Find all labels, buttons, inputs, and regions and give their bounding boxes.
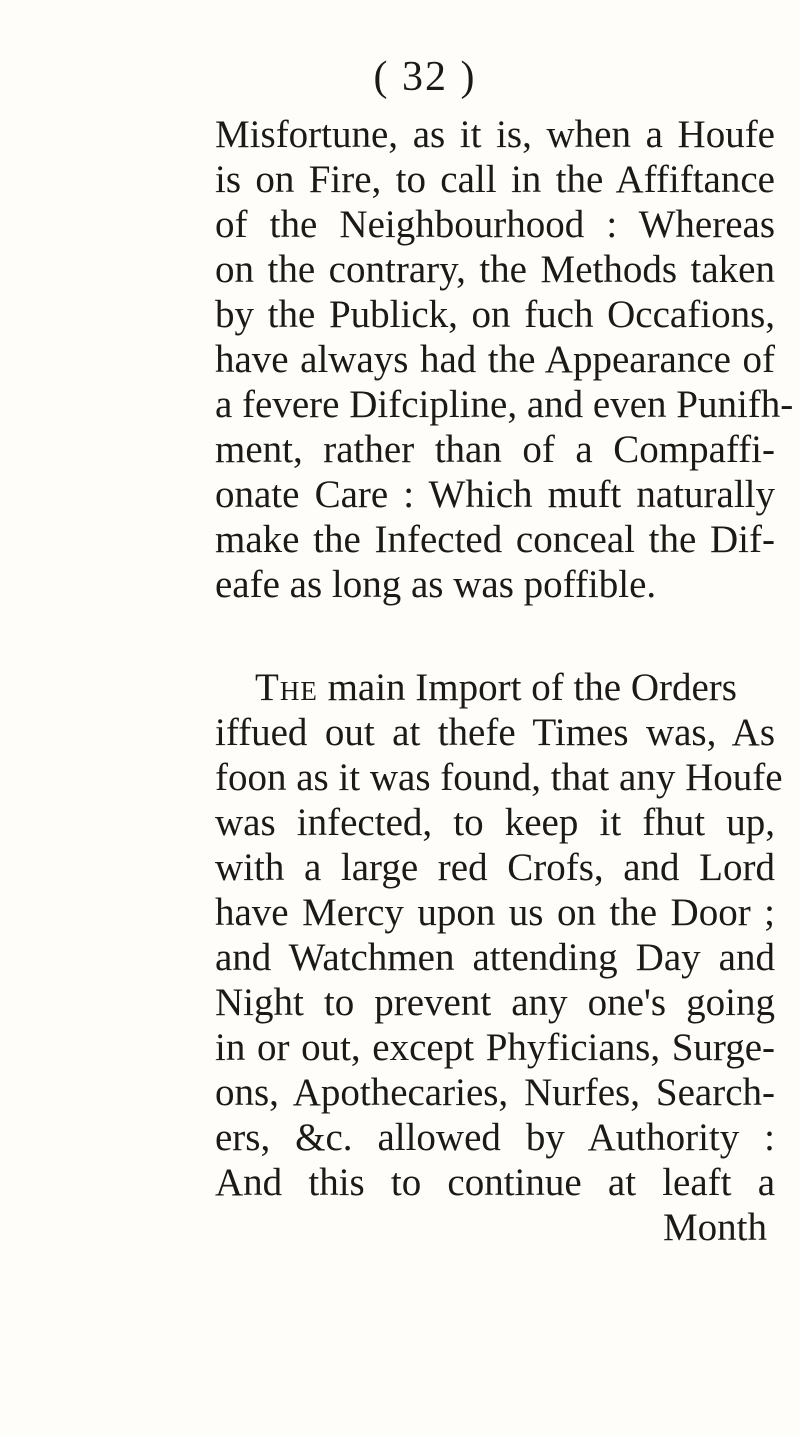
catchword: Month <box>662 1206 767 1249</box>
paragraph-2 <box>215 665 783 1205</box>
paragraph-gap <box>215 607 775 665</box>
text-line: ons, Apothecaries, Nurfes, Search- <box>215 1071 775 1114</box>
page-number: ( 32 ) <box>373 54 477 100</box>
text-line: And this to continue at leaft a <box>215 1161 775 1204</box>
text-line: Night to prevent any one's going <box>215 981 775 1024</box>
text-line: a fevere Difcipline, and even Punifh- <box>215 383 794 426</box>
text-line: iffued out at thefe Times was, As <box>215 711 775 754</box>
text-line: Misfortune, as it is, when a Houfe <box>215 113 775 156</box>
text-line: was infected, to keep it fhut up, <box>215 801 775 844</box>
text-line: ers, &c. allowed by Authority : <box>215 1116 775 1159</box>
text-line: is on Fire, to call in the Affiftance <box>215 158 775 201</box>
text-line: make the Infected conceal the Dif- <box>215 518 775 561</box>
text-line: onate Care : Which muft naturally <box>215 473 775 516</box>
text-line: have always had the Appearance of <box>215 338 775 381</box>
text-line: and Watchmen attending Day and <box>215 936 775 979</box>
paragraph-1 <box>215 112 794 607</box>
text-line: on the contrary, the Methods taken <box>215 248 775 291</box>
text-line-rest: main Import of the Orders <box>317 666 737 709</box>
text-line: have Mercy upon us on the Door ; <box>215 891 775 934</box>
text-line: foon as it was found, that any Houfe <box>215 756 783 799</box>
text-line: by the Publick, on fuch Occafions, <box>215 293 775 336</box>
text-line <box>215 665 775 710</box>
text-line: ment, rather than of a Compaffi- <box>215 428 775 471</box>
body-text <box>215 112 794 1250</box>
text-line: in or out, except Phyficians, Surge- <box>215 1026 775 1069</box>
text-line: eafe as long as was poffible. <box>215 563 657 606</box>
text-line: with a large red Crofs, and Lord <box>215 846 775 889</box>
text-line: of the Neighbourhood : Whereas <box>215 203 775 246</box>
paragraph-lead: The <box>255 666 318 709</box>
